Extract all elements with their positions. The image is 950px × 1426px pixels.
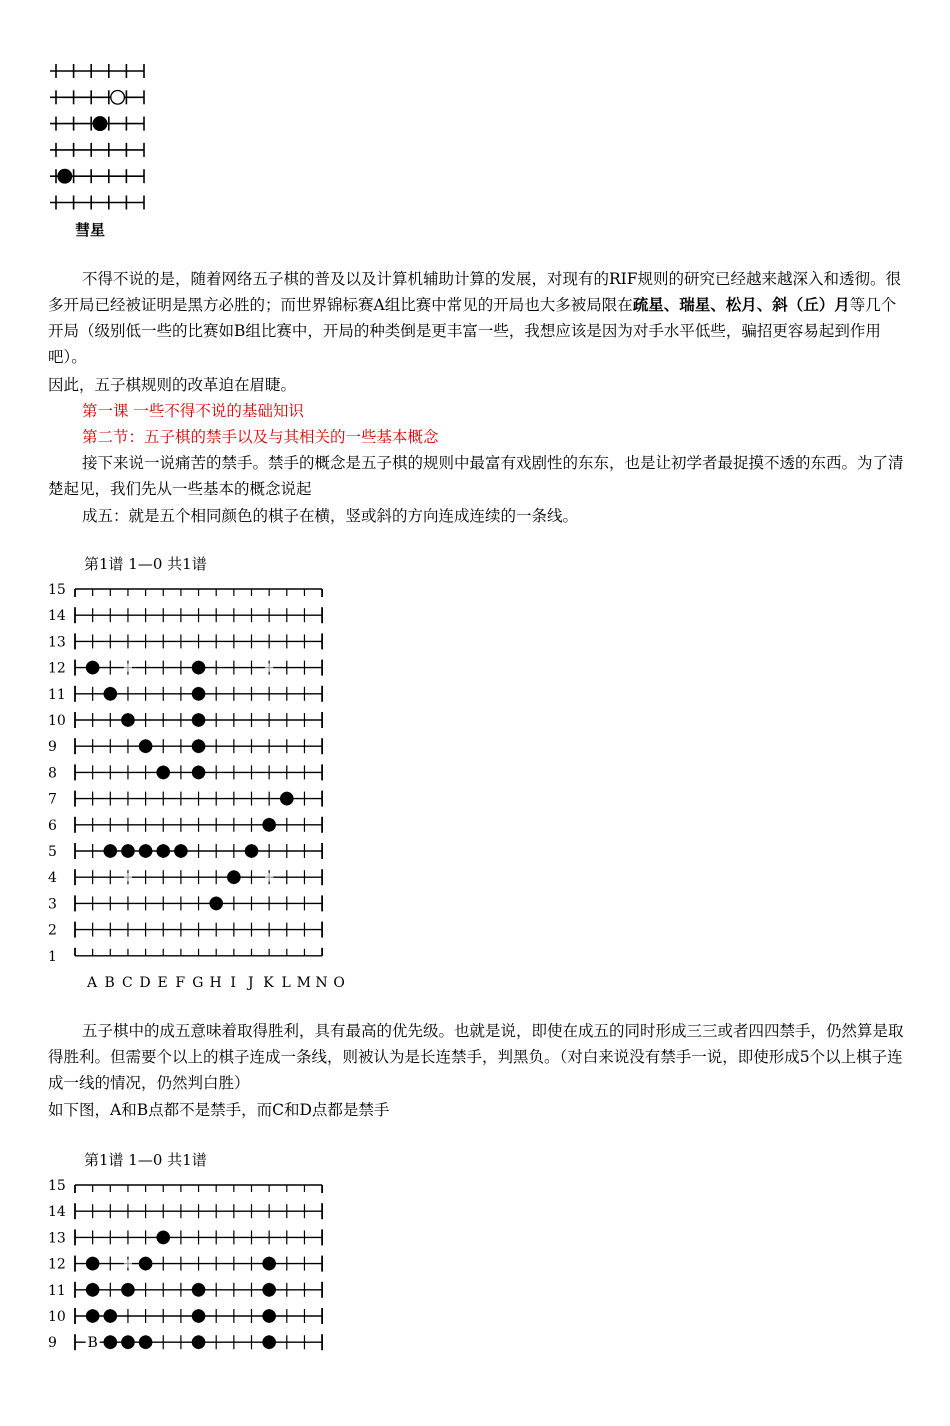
lesson-heading: 第一课 一些不得不说的基础知识 bbox=[82, 402, 304, 420]
row-label: 10 bbox=[48, 1309, 66, 1325]
row-label: 12 bbox=[48, 660, 66, 677]
section-heading: 第二节：五子棋的禁手以及与其相关的一些基本概念 bbox=[82, 428, 439, 446]
intro-paragraph-3: 接下来说一说痛苦的禁手。禁手的概念是五子棋的规则中最富有戏剧性的东东，也是让初学者最捉摸不透的东西。为了清楚起见，我们先从一些基本的概念说起 bbox=[48, 454, 904, 498]
black-stone bbox=[262, 1283, 276, 1297]
col-label: B bbox=[104, 974, 115, 991]
row-label: 12 bbox=[48, 1256, 66, 1273]
col-label: G bbox=[192, 974, 204, 991]
middle-paragraph-2: 如下图，A和B点都不是禁手，而C和D点都是禁手 bbox=[48, 1101, 390, 1119]
middle-paragraph-1: 五子棋中的成五意味着取得胜利，具有最高的优先级。也就是说，即使在成五的同时形成三三或者四四禁手，仍然算是取得胜利。但需要个以上的棋子连成一条线，则被认为是长连禁手，判黑负。（对白来说没有禁手一说，即使形成5个以上棋子连成一线的情况，仍然判白胜） bbox=[48, 1022, 904, 1092]
col-label: L bbox=[281, 974, 291, 991]
col-label: J bbox=[248, 974, 254, 991]
intro-p1-b: 等几个开局（级别低一些的比赛如B组比赛中，开局的种类倒是更丰富一些，我想应该是因为对手水平低些，骗招更容易起到作用吧）。 bbox=[48, 296, 897, 366]
black-stone bbox=[262, 1335, 276, 1349]
col-label: C bbox=[121, 974, 133, 991]
black-stone bbox=[139, 1257, 153, 1271]
row-label: 15 bbox=[48, 1178, 66, 1194]
col-label: K bbox=[263, 974, 274, 991]
row-label: 5 bbox=[48, 844, 57, 860]
row-label: 6 bbox=[48, 817, 57, 834]
row-label: 9 bbox=[48, 739, 57, 756]
small-board-caption: 彗星 bbox=[75, 221, 106, 239]
board1-title: 第1谱 1—0 共1谱 bbox=[84, 555, 207, 573]
row-label: 9 bbox=[48, 1335, 57, 1352]
point-marker-B: B bbox=[87, 1335, 98, 1352]
black-stone bbox=[139, 1335, 153, 1349]
row-label: 2 bbox=[48, 922, 57, 939]
board2-title: 第1谱 1—0 共1谱 bbox=[84, 1151, 207, 1169]
row-label: 14 bbox=[48, 1204, 66, 1221]
row-label: 11 bbox=[48, 1282, 66, 1299]
black-stone bbox=[86, 1257, 100, 1271]
row-label: 13 bbox=[48, 634, 66, 651]
black-stone bbox=[262, 1309, 276, 1323]
col-label: M bbox=[296, 974, 311, 991]
row-label: 14 bbox=[48, 608, 66, 625]
row-label: 3 bbox=[48, 896, 57, 913]
black-stone bbox=[104, 1309, 118, 1323]
col-label: D bbox=[139, 974, 151, 991]
row-label: 11 bbox=[48, 686, 66, 703]
intro-p1-a: 不得不说的是，随着网络五子棋的普及以及计算机辅助计算的发展，对现有的RIF规则的研究已经越来越深入和透彻。很多开局已经被证明是黑方必胜的；而世界锦标赛A组比赛中常见的开局也大多被局限在 bbox=[48, 270, 902, 314]
row-label: 7 bbox=[48, 791, 57, 808]
black-stone bbox=[262, 1257, 276, 1271]
intro-paragraph-4: 成五：就是五个相同颜色的棋子在横，竖或斜的方向连成连续的一条线。 bbox=[82, 507, 579, 525]
black-stone bbox=[156, 1231, 170, 1245]
row-label: 1 bbox=[48, 948, 57, 965]
black-stone bbox=[104, 1335, 118, 1349]
black-stone bbox=[192, 1309, 206, 1323]
col-label: E bbox=[157, 974, 168, 991]
black-stone bbox=[192, 1335, 206, 1349]
col-label: I bbox=[230, 974, 236, 991]
row-label: 8 bbox=[48, 765, 57, 782]
intro-p1-bold: 疏星、瑞星、松月、斜（丘）月 bbox=[632, 295, 850, 314]
black-stone bbox=[192, 1283, 206, 1297]
row-label: 15 bbox=[48, 582, 66, 598]
black-stone bbox=[121, 1283, 135, 1297]
black-stone bbox=[121, 1335, 135, 1349]
row-label: 13 bbox=[48, 1230, 66, 1247]
row-label: 4 bbox=[48, 870, 57, 887]
col-label: H bbox=[209, 974, 222, 991]
row-label: 10 bbox=[48, 713, 66, 729]
black-stone bbox=[86, 1309, 100, 1323]
col-label: O bbox=[333, 974, 345, 991]
col-label: F bbox=[175, 974, 186, 991]
intro-paragraph-2: 因此，五子棋规则的改革迫在眉睫。 bbox=[48, 376, 297, 394]
col-label: N bbox=[315, 974, 328, 991]
black-stone bbox=[86, 1283, 100, 1297]
col-label: A bbox=[86, 974, 98, 991]
